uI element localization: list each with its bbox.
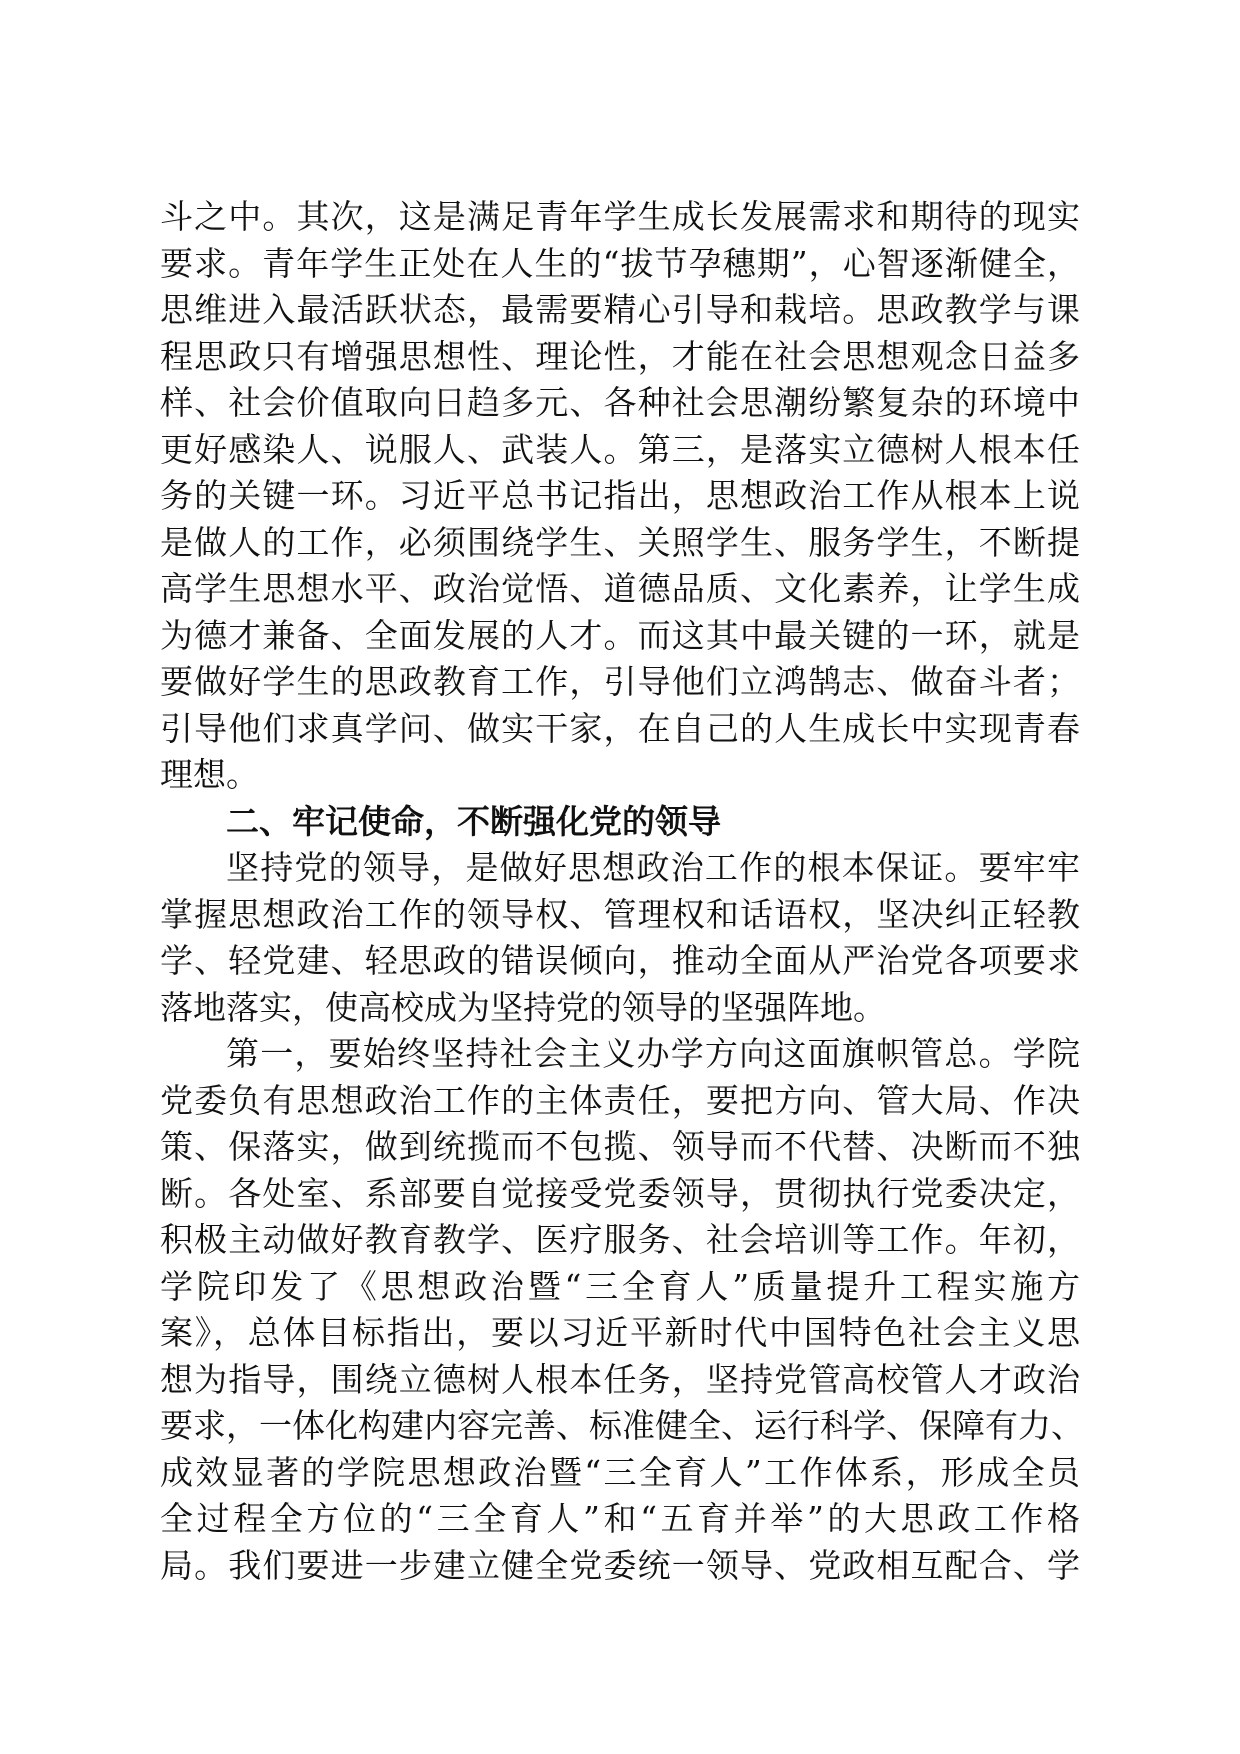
text-line: 要做好学生的思政教育工作，引导他们立鸿鹄志、做奋斗者； [160,662,1080,701]
text-line: 理想。 [160,755,259,794]
text-line: 要求，一体化构建内容完善、标准健全、运行科学、保障有力、 [160,1406,1084,1445]
text-line: 策、保落实，做到统揽而不包揽、领导而不代替、决断而不独 [160,1127,1080,1166]
text-line: 是做人的工作，必须围绕学生、关照学生、服务学生，不断提 [160,522,1080,562]
text-line: 程思政只有增强思想性、理论性，才能在社会思想观念日益多 [160,336,1080,376]
text-line: 务的关键一环。习近平总书记指出，思想政治工作从根本上说 [160,476,1080,515]
text-line: 样、社会价值取向日趋多元、各种社会思潮纷繁复杂的环境中 [160,383,1080,422]
text-line: 掌握思想政治工作的领导权、管理权和话语权，坚决纠正轻教 [160,894,1080,934]
text-line: 为德才兼备、全面发展的人才。而这其中最关键的一环，就是 [160,615,1080,655]
text-line: 想为指导，围绕立德树人根本任务，坚持党管高校管人才政治 [160,1359,1080,1399]
text-line: 党委负有思想政治工作的主体责任，要把方向、管大局、作决 [160,1080,1080,1120]
body-text [160,194,1084,1589]
section-heading: 二、牢记使命，不断强化党的领导 [226,801,721,841]
text-line: 案》，总体目标指出，要以习近平新时代中国特色社会主义思 [160,1313,1080,1352]
text-line: 落地落实，使高校成为坚持党的领导的坚强阵地。 [160,987,886,1027]
text-line: 思维进入最活跃状态，最需要精心引导和栽培。思政教学与课 [160,290,1080,329]
text-line: 斗之中。其次，这是满足青年学生成长发展需求和期待的现实 [160,197,1080,236]
text-line: 坚持党的领导，是做好思想政治工作的根本保证。要牢牢 [226,848,1080,887]
text-line: 第一，要始终坚持社会主义办学方向这面旗帜管总。学院 [226,1034,1080,1073]
text-line: 引导他们求真学问、做实干家，在自己的人生成长中实现青春 [160,708,1080,748]
text-line: 断。各处室、系部要自觉接受党委领导，贯彻执行党委决定， [160,1173,1080,1213]
text-line: 高学生思想水平、政治觉悟、道德品质、文化素养，让学生成 [160,569,1080,608]
text-line: 要求。青年学生正处在人生的“拔节孕穗期”，心智逐渐健全， [160,243,1080,283]
text-line: 积极主动做好教育教学、医疗服务、社会培训等工作。年初， [160,1220,1080,1259]
text-line: 学、轻党建、轻思政的错误倾向，推动全面从严治党各项要求 [160,941,1080,980]
text-line: 全过程全方位的“三全育人”和“五育并举”的大思政工作格 [160,1499,1080,1538]
text-line: 学院印发了《思想政治暨“三全育人”质量提升工程实施方 [160,1266,1080,1306]
text-line: 更好感染人、说服人、武装人。第三，是落实立德树人根本任 [160,429,1080,469]
text-line: 局。我们要进一步建立健全党委统一领导、党政相互配合、学 [160,1545,1080,1585]
text-line: 成效显著的学院思想政治暨“三全育人”工作体系，形成全员 [160,1452,1080,1492]
